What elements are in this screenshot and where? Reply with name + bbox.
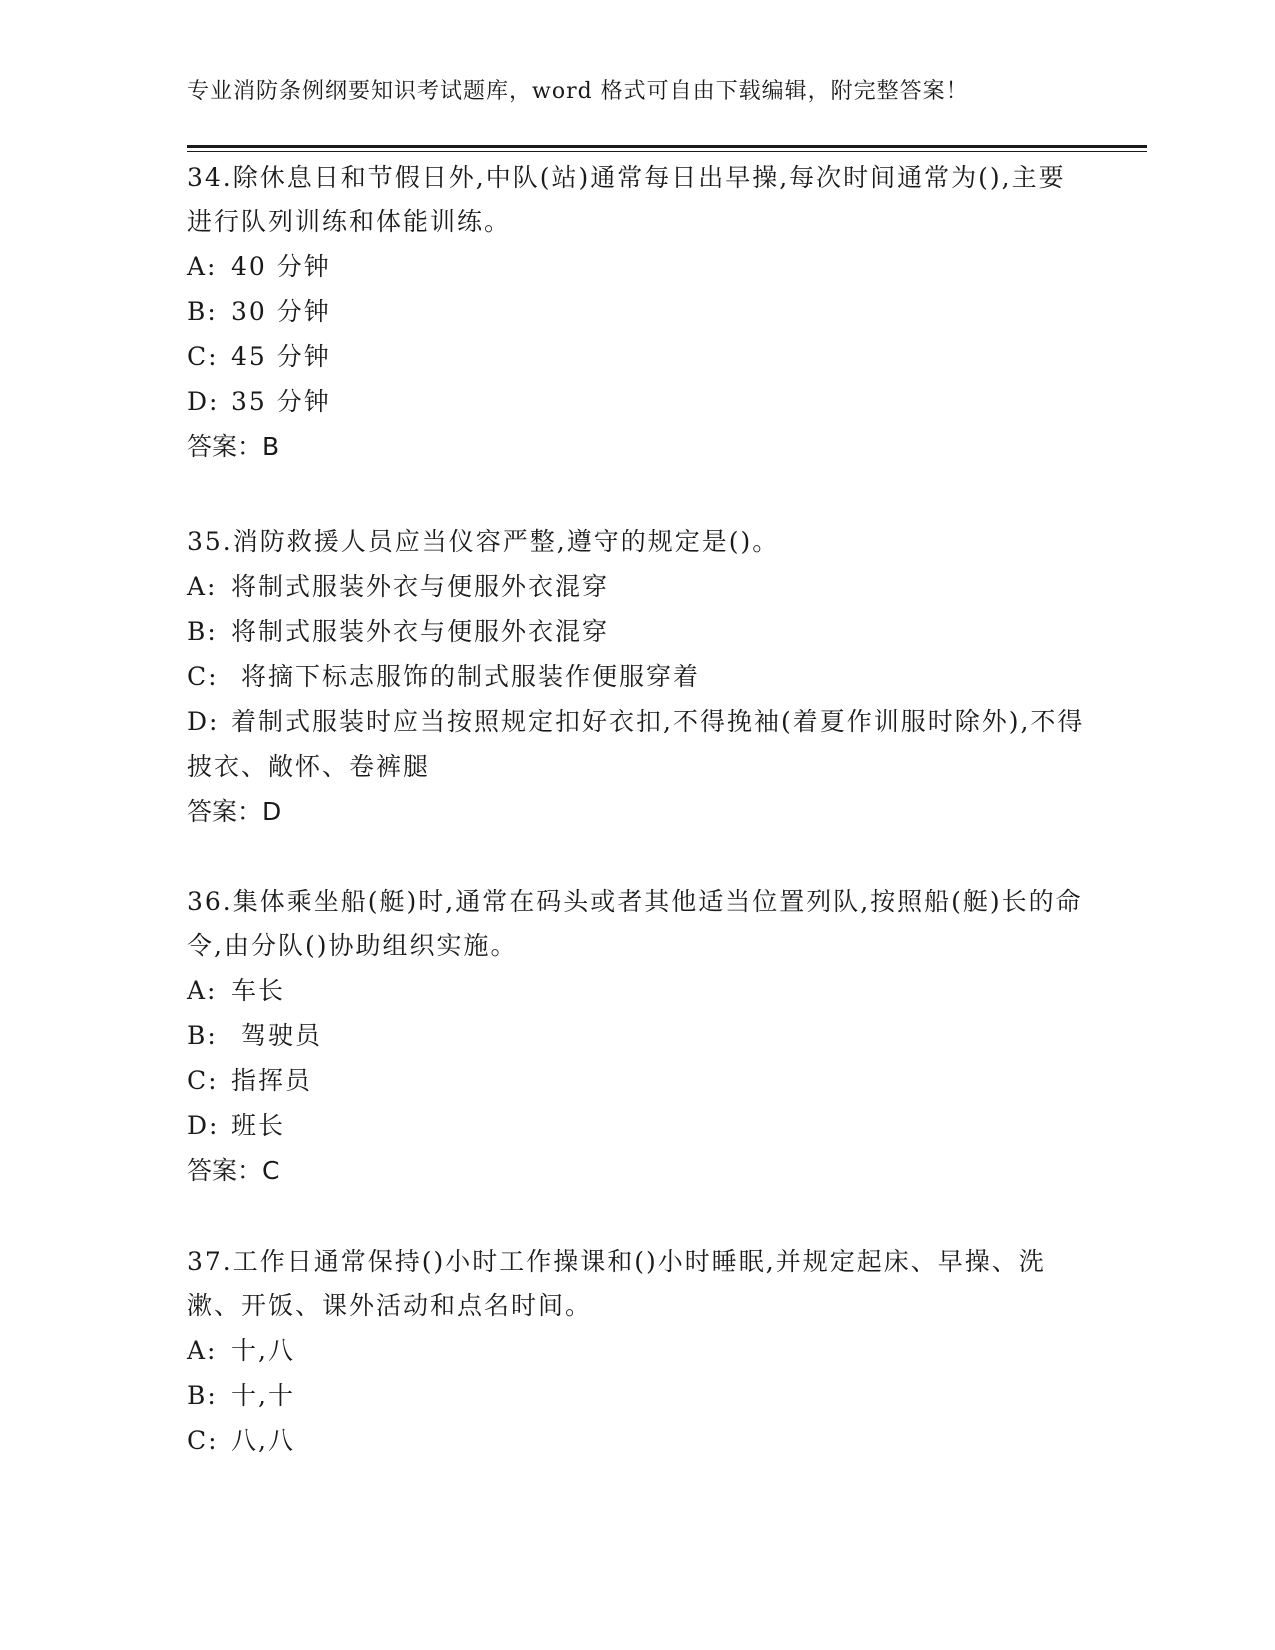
question-36 xyxy=(187,880,1087,1194)
option-b xyxy=(187,1013,1087,1058)
option-letter: A: xyxy=(187,976,218,1005)
question-text: 37.工作日通常保持()小时工作操课和()小时睡眠,并规定起床、早操、洗漱、开饭、课外活动和点名时间。 xyxy=(187,1247,1046,1320)
option-text: 着制式服装时应当按照规定扣好衣扣,不得挽袖(着夏作训服时除外),不得披衣、敞怀、卷裤腿 xyxy=(187,707,1085,781)
document-header: 专业消防条例纲要知识考试题库，word 格式可自由下载编辑，附完整答案！ xyxy=(187,79,969,104)
option-text: 十,八 xyxy=(231,1336,295,1365)
option-d xyxy=(187,1103,1087,1148)
option-letter: A: xyxy=(187,572,218,601)
option-a xyxy=(187,968,1087,1013)
option-letter: D: xyxy=(187,707,220,736)
option-letter: C: xyxy=(187,1426,219,1455)
header-rule-thin xyxy=(187,151,1147,152)
option-letter: C: xyxy=(187,1066,219,1095)
question-35 xyxy=(187,520,1087,835)
option-b xyxy=(187,609,1087,654)
option-c xyxy=(187,334,1087,379)
option-a xyxy=(187,244,1087,289)
option-letter: B: xyxy=(187,617,218,646)
option-text: 35 分钟 xyxy=(231,387,331,416)
header-rule-thick xyxy=(187,145,1147,148)
option-b xyxy=(187,1373,1087,1418)
question-34 xyxy=(187,156,1087,470)
option-c xyxy=(187,654,1087,699)
option-letter: C: xyxy=(187,342,219,371)
option-text: 45 分钟 xyxy=(231,342,331,371)
option-text: 十,十 xyxy=(231,1381,295,1410)
answer: 答案：D xyxy=(187,797,282,826)
option-text: 车长 xyxy=(231,976,286,1005)
option-text: 将摘下标志服饰的制式服装作便服穿着 xyxy=(231,662,700,691)
option-letter: B: xyxy=(187,1021,218,1050)
option-b xyxy=(187,289,1087,334)
option-text: 班长 xyxy=(231,1111,286,1140)
question-37 xyxy=(187,1240,1087,1463)
option-letter: B: xyxy=(187,297,218,326)
option-d xyxy=(187,699,1087,789)
question-text: 35.消防救援人员应当仪容严整,遵守的规定是()。 xyxy=(187,527,780,556)
option-text: 驾驶员 xyxy=(231,1021,322,1050)
option-letter: D: xyxy=(187,1111,220,1140)
option-d xyxy=(187,379,1087,424)
option-text: 将制式服装外衣与便服外衣混穿 xyxy=(231,617,610,646)
answer: 答案：B xyxy=(187,432,280,461)
option-text: 将制式服装外衣与便服外衣混穿 xyxy=(231,572,610,601)
option-letter: A: xyxy=(187,252,218,281)
option-text: 40 分钟 xyxy=(231,252,331,281)
option-text: 30 分钟 xyxy=(231,297,331,326)
option-text: 八,八 xyxy=(231,1426,295,1455)
option-letter: A: xyxy=(187,1336,218,1365)
option-a xyxy=(187,564,1087,609)
option-letter: B: xyxy=(187,1381,218,1410)
option-letter: C: xyxy=(187,662,219,691)
option-letter: D: xyxy=(187,387,220,416)
answer: 答案：C xyxy=(187,1156,280,1185)
question-text: 34.除休息日和节假日外,中队(站)通常每日出早操,每次时间通常为(),主要进行队列训练和体能训练。 xyxy=(187,163,1066,236)
option-c xyxy=(187,1058,1087,1103)
option-c xyxy=(187,1418,1087,1463)
option-text: 指挥员 xyxy=(231,1066,313,1095)
option-a xyxy=(187,1328,1087,1373)
question-text: 36.集体乘坐船(艇)时,通常在码头或者其他适当位置列队,按照船(艇)长的命令,由分队()协助组织实施。 xyxy=(187,887,1083,960)
